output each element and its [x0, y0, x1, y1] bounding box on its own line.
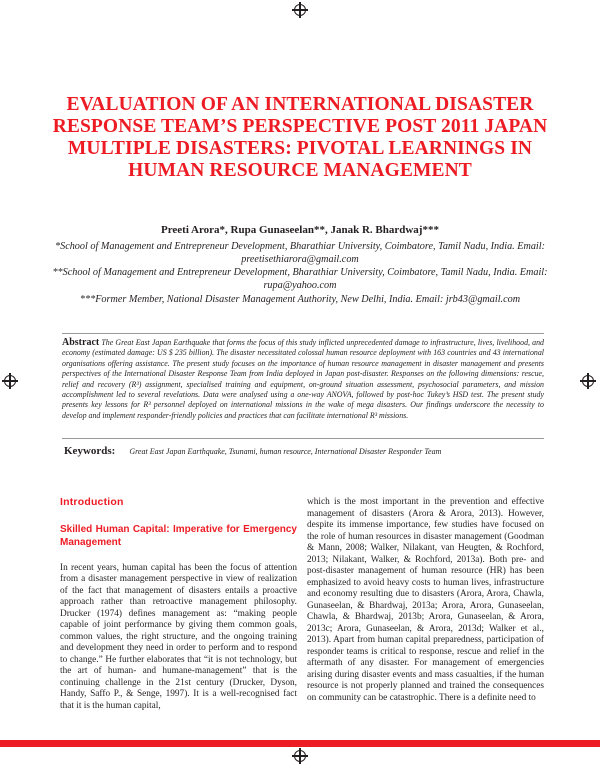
right-column — [307, 497, 544, 704]
body-paragraph-left: In recent years, human capital has been the focus of attention from a disaster management perspective in view of realization of the fact that management of disasters entails a proactive approach rather than retroactive management philosophy. Drucker (1974) defines management as: “making people capable of joint performance by giving them common goals, common values, the right structure, and the ongoing training and development they need in order to perform and to respond to change.” He further elaborates that “it is not technology, but the art of human- and humane-management” that is the continuing challenge in the 21st century (Drucker, Dyson, Handy, Saffo P., & Senge, 1997). It is a well-recognised fact that it is the human capital, — [60, 562, 297, 711]
keywords-text: Great East Japan Earthquake, Tsunami, human resource, International Disaster Responder Team — [129, 447, 442, 456]
left-column — [60, 497, 297, 712]
registration-mark-icon — [294, 4, 306, 16]
affiliation-1: *School of Management and Entrepreneur Development, Bharathiar University, Coimbatore, Tamil Nadu, India. Email: preetisethiarora@gmail.com — [55, 241, 545, 265]
body-paragraph-right: which is the most important in the prevention and effective management of disasters (Arora & Arora, 2013). However, despite its immense importance, few studies have focused on the role of human resources in disaster management (Goodman & Mann, 2008; Walker, Nilakant, van Heugten, & Rochford, 2013; Nilakant, Walker, & Rochford, 2013a). Both pre- and post-disaster management of human resource (HR) has been emphasized to avoid heavy costs to human lives, infrastructure and economy resulting due to disasters (Arora, Arora, Chawla, Gunaseelan, & Bhardwaj, 2013a; Arora, Arora, Gunaseelan, Chawla, & Bhardwaj, 2013b; Arora, Gunaseelan, & Arora, 2013c; Arora, Gunaseelan, & Arora, 2013d; Walker et al., 2013). Apart from human capital preparedness, participation of responder teams is critical to response, rescue and relief in the aftermath of any disaster. For management of emergencies arising during disaster events and mass casualties, if the human resource is not properly planned and trained the consequences on community can be catastrophic. There is a definite need to — [307, 497, 544, 703]
registration-mark-icon — [582, 375, 594, 387]
abstract-text: The Great East Japan Earthquake that forms the focus of this study inflicted unprecedented damage to infrastructure, lives, livelihood, and economy (estimated damage: US $ 235 billion). The disaster necessitated colossal human resource deployment with 163 countries and 43 international organisations offering assistance. The present study focuses on the importance of human resource management in disaster management and presents perspectives of the International Disaster Response Team from India deployed in Japan post-disaster. Responses on the following dimensions: rescue, relief and recovery (R³) assignment, specialised training and equipment, on-ground situation assessment, psychosocial parameters, and mission accomplishment led to several revelations. Data were analysed using a one-way ANOVA, followed by post-hoc Tukey’s HSD test. The present study presents key lessons for R³ personnel deployed on international missions in the wake of mega disasters. Our findings underscore the necessity to develop and implement responder-friendly policies and practices that can facilitate international R³ missions. — [62, 338, 544, 420]
section-heading-introduction: Introduction — [60, 496, 124, 508]
affiliation-3: ***Former Member, National Disaster Management Authority, New Delhi, India. Email: jrb43@gmail.com — [79, 294, 521, 305]
subsection-heading: Skilled Human Capital: Imperative for Emergency Management — [60, 523, 297, 548]
footer-accent-bar — [0, 740, 600, 747]
abstract-label: Abstract — [62, 337, 100, 348]
abstract-section — [62, 333, 544, 439]
abstract-paragraph — [62, 338, 544, 421]
keywords-section — [64, 445, 544, 457]
registration-mark-icon — [4, 375, 16, 387]
affiliation-2: **School of Management and Entrepreneur Development, Bharathiar University, Coimbatore, Tamil Nadu, India. Email: rupa@yahoo.com — [52, 267, 548, 291]
paper-title: EVALUATION OF AN INTERNATIONAL DISASTER RESPONSE TEAM’S PERSPECTIVE POST 2011 JAPAN MULTIPLE DISASTERS: PIVOTAL LEARNINGS IN HUMAN RESOURCE MANAGEMENT — [52, 94, 548, 181]
author-list: Preeti Arora*, Rupa Gunaseelan**, Janak R. Bhardwaj*** — [161, 224, 439, 236]
registration-mark-icon — [294, 750, 306, 762]
keywords-label: Keywords: — [64, 445, 116, 457]
